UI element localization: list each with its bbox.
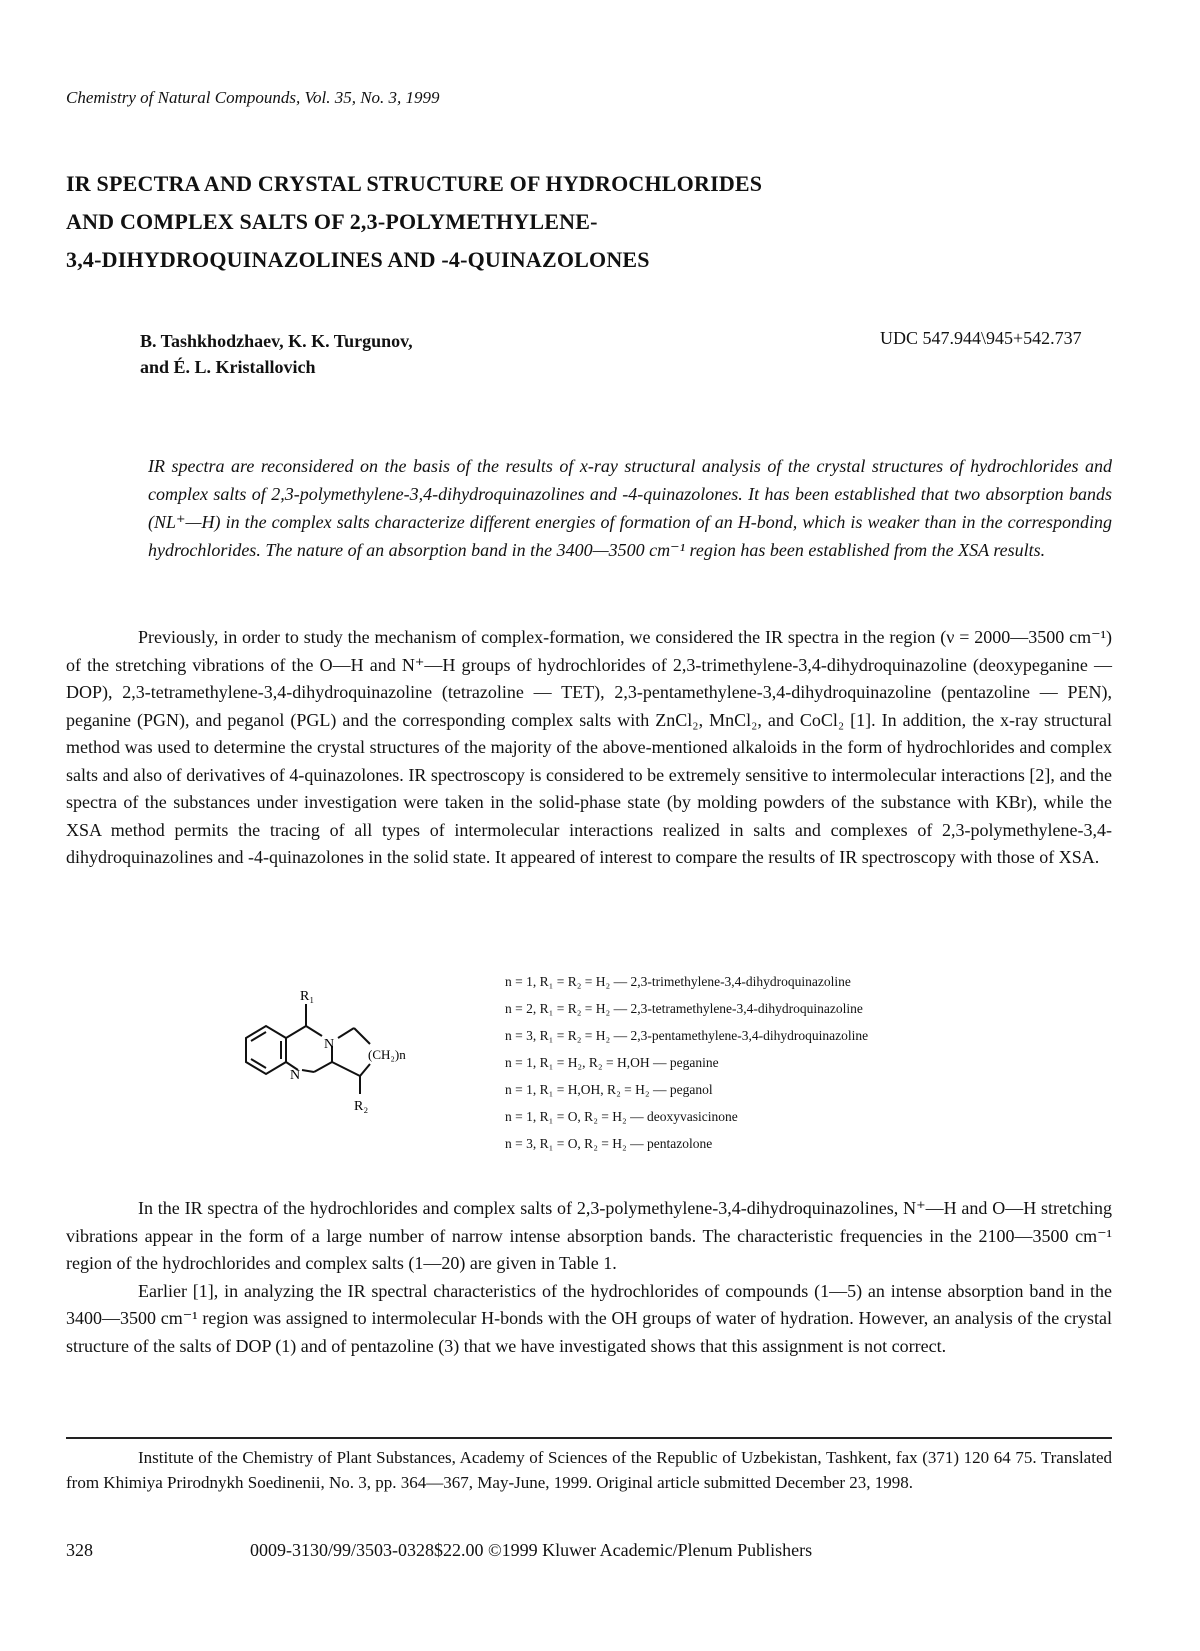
compound-item: n = 3, R₁ = O, R₂ = H₂ — pentazolone xyxy=(505,1136,713,1151)
ch2n-label: (CH₂)n xyxy=(368,1047,406,1062)
bond xyxy=(354,1028,370,1044)
body-paragraphs-2 xyxy=(66,1195,1112,1360)
abstract: IR spectra are reconsidered on the basis of the results of x-ray structural analysis of the crystal structures of hydrochlorides and complex salts of 2,3-polymethylene-3,4-dihydroquinazolines and -4-quinazolones. It has been established that two absorption bands (NL⁺—H) in the complex salts characterize different energies of formation of an H-bond, which is weaker than in the corresponding hydrochlorides. The nature of an absorption band in the 3400—3500 cm⁻¹ region has been established from the XSA results. xyxy=(148,456,1112,560)
bond xyxy=(332,1062,360,1076)
structure-diagram xyxy=(228,978,438,1138)
authors xyxy=(140,328,413,380)
footnote-divider xyxy=(66,1437,1112,1439)
bond xyxy=(306,1026,322,1036)
udc-code: UDC 547.944\945+542.737 xyxy=(880,328,1082,348)
compound-item: n = 1, R₁ = H,OH, R₂ = H₂ — peganol xyxy=(505,1082,713,1097)
chemical-structure xyxy=(228,978,438,1138)
journal-citation: Chemistry of Natural Compounds, Vol. 35, No. 3, 1999 xyxy=(66,88,440,107)
copyright-line: 0009-3130/99/3503-0328$22.00 ©1999 Kluwer Academic/Plenum Publishers xyxy=(250,1540,813,1560)
n-lower-label: N xyxy=(290,1068,301,1083)
title-line-2: AND COMPLEX SALTS OF 2,3-POLYMETHYLENE- xyxy=(66,209,598,234)
compound-list xyxy=(505,968,868,1157)
paragraph-text: In the IR spectra of the hydrochlorides and complex salts of 2,3-polymethylene-3,4-dihydroquinazolines, N⁺—H and O—H stretching vibrations appear in the form of a large number of narrow intense absorption bands. The characteristic frequencies in the 2100—3500 cm⁻¹ region of the hydrochlorides and complex salts (1—20) are given in Table 1. xyxy=(66,1198,1112,1273)
bond xyxy=(286,1026,306,1038)
bond xyxy=(314,1062,332,1072)
r2-label: R₂ xyxy=(354,1099,369,1114)
n-upper-label: N xyxy=(324,1037,335,1052)
compound-item: n = 1, R₁ = O, R₂ = H₂ — deoxyvasicinone xyxy=(505,1109,738,1124)
paragraph-text: Earlier [1], in analyzing the IR spectral characteristics of the hydrochlorides of compounds (1—5) an intense absorption band in the 3400—3500 cm⁻¹ region was assigned to intermolecular H-bonds with the OH groups of water of hydration. However, an analysis of the crystal structure of the salts of DOP (1) and of pentazoline (3) that we have investigated shows that this assignment is not correct. xyxy=(66,1280,1112,1356)
footnote xyxy=(66,1445,1112,1495)
compound-item: n = 1, R₁ = H₂, R₂ = H,OH — peganine xyxy=(505,1055,719,1070)
paragraph-text: Previously, in order to study the mechanism of complex-formation, we considered the IR spectra in the region (ν = 2000—3500 cm⁻¹) of the stretching vibrations of the O—H and N⁺—H groups of hydrochlorides of 2,3-trimethylene-3,4-dihydroquinazoline (deoxypeganine — DOP), 2,3-tetramethylene-3,4-dihydroquinazoline (tetrazoline — TET), 2,3-pentamethylene-3,4-dihydroquinazoline (pentazoline — PEN), peganine (PGN), and peganol (PGL) and the corresponding complex salts with ZnCl₂, MnCl₂, and CoCl₂ [1]. In addition, the x-ray structural method was used to determine the crystal structures of the majority of the above-mentioned alkaloids in the form of hydrochlorides and complex salts and also of derivatives of 4-quinazolones. IR spectroscopy is considered to be extremely sensitive to intermolecular interactions [2], and the spectra of the substances under investigation were taken in the solid-phase state (by molding powders of the substance with KBr), while the XSA method permits the tracing of all types of intermolecular interactions realized in salts and complexes of 2,3-polymethylene-3,4-dihydroquinazolines and -4-quinazolones in the solid state. It appeared of interest to compare the results of IR spectroscopy with those of XSA. xyxy=(66,627,1112,867)
authors-line-1: B. Tashkhodzhaev, K. K. Turgunov, xyxy=(140,331,413,351)
compound-item: n = 1, R₁ = R₂ = H₂ — 2,3-trimethylene-3,4-dihydroquinazoline xyxy=(505,974,851,989)
footnote-text: Institute of the Chemistry of Plant Substances, Academy of Sciences of the Republic of Uzbekistan, Tashkent, fax (371) 120 64 75. Translated from Khimiya Prirodnykh Soedinenii, No. 3, pp. 364—367, May-June, 1999. Original article submitted December 23, 1998. xyxy=(66,1448,1112,1492)
r1-label: R₁ xyxy=(300,989,315,1004)
article-title xyxy=(66,165,762,279)
authors-line-2: and É. L. Kristallovich xyxy=(140,357,316,377)
page-number: 328 xyxy=(66,1540,93,1560)
compound-item: n = 3, R₁ = R₂ = H₂ — 2,3-pentamethylene-3,4-dihydroquinazoline xyxy=(505,1028,869,1043)
compound-item: n = 2, R₁ = R₂ = H₂ — 2,3-tetramethylene-3,4-dihydroquinazoline xyxy=(505,1001,863,1016)
title-line-3: 3,4-DIHYDROQUINAZOLINES AND -4-QUINAZOLONES xyxy=(66,247,650,272)
bond xyxy=(360,1064,370,1076)
bond xyxy=(338,1028,354,1038)
body-paragraph-1 xyxy=(66,624,1112,872)
bond xyxy=(302,1070,314,1072)
title-line-1: IR SPECTRA AND CRYSTAL STRUCTURE OF HYDROCHLORIDES xyxy=(66,171,763,196)
